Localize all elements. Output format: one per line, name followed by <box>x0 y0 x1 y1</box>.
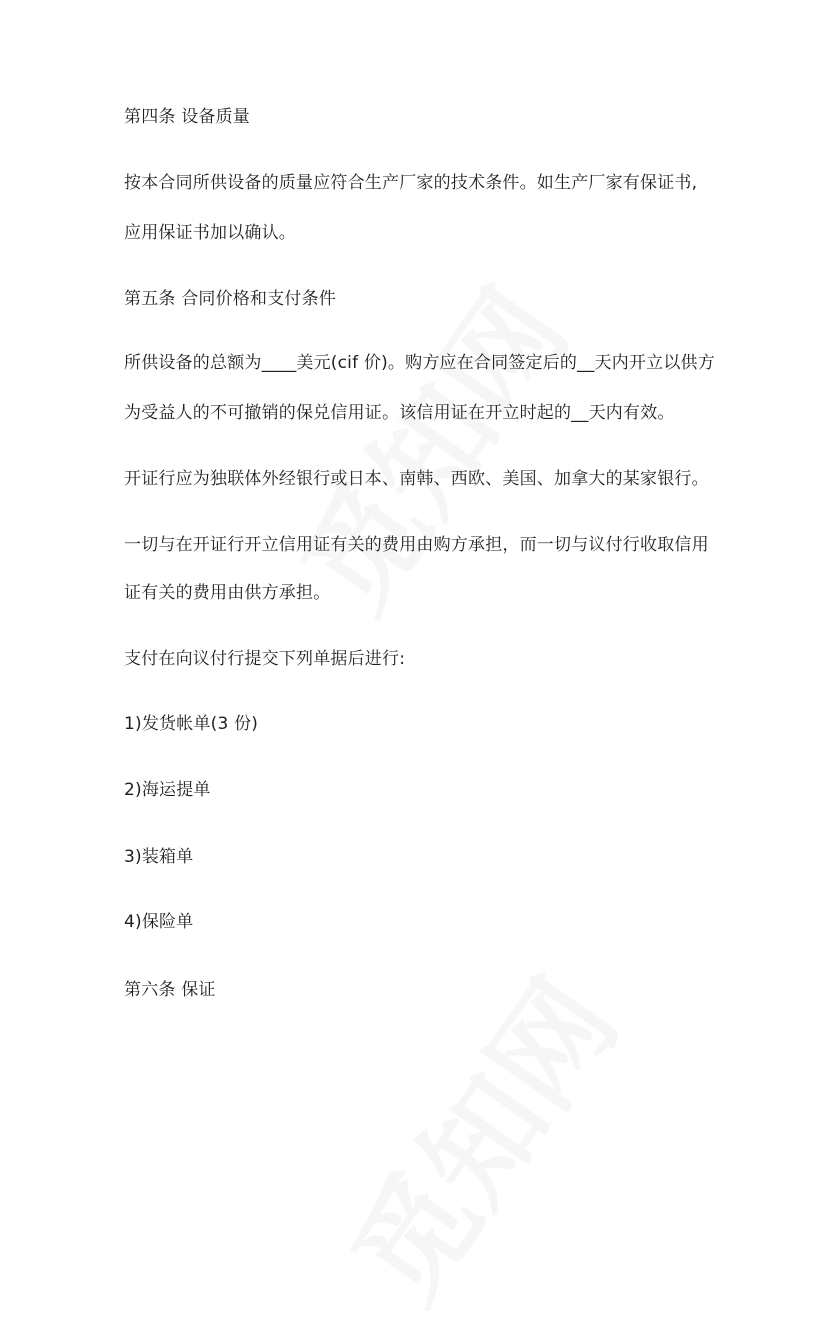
paragraph-line: 支付在向议付行提交下列单据后进行: <box>124 649 406 669</box>
paragraph-line: 证有关的费用由供方承担。 <box>124 583 331 603</box>
paragraph-line: 按本合同所供设备的质量应符合生产厂家的技术条件。如生产厂家有保证书, <box>124 173 698 193</box>
list-item: 2)海运提单 <box>124 780 211 800</box>
paragraph-line: 所供设备的总额为____美元(cif 价)。购方应在合同签定后的__天内开立以供方 <box>124 353 715 373</box>
paragraph-line: 应用保证书加以确认。 <box>124 223 296 243</box>
watermark <box>306 941 648 1329</box>
list-item: 4)保险单 <box>124 912 194 932</box>
list-item: 3)装箱单 <box>124 847 194 867</box>
paragraph-line: 一切与在开证行开立信用证有关的费用由购方承担，而一切与议付行收取信用 <box>124 535 709 555</box>
heading-article-6: 第六条 保证 <box>124 980 216 1000</box>
heading-article-5: 第五条 合同价格和支付条件 <box>124 289 337 309</box>
heading-article-4: 第四条 设备质量 <box>124 107 251 127</box>
paragraph-line: 为受益人的不可撤销的保兑信用证。该信用证在开立时起的__天内有效。 <box>124 403 675 423</box>
paragraph-line: 开证行应为独联体外经银行或日本、南韩、西欧、美国、加拿大的某家银行。 <box>124 469 709 489</box>
list-item: 1)发货帐单(3 份) <box>124 714 259 734</box>
